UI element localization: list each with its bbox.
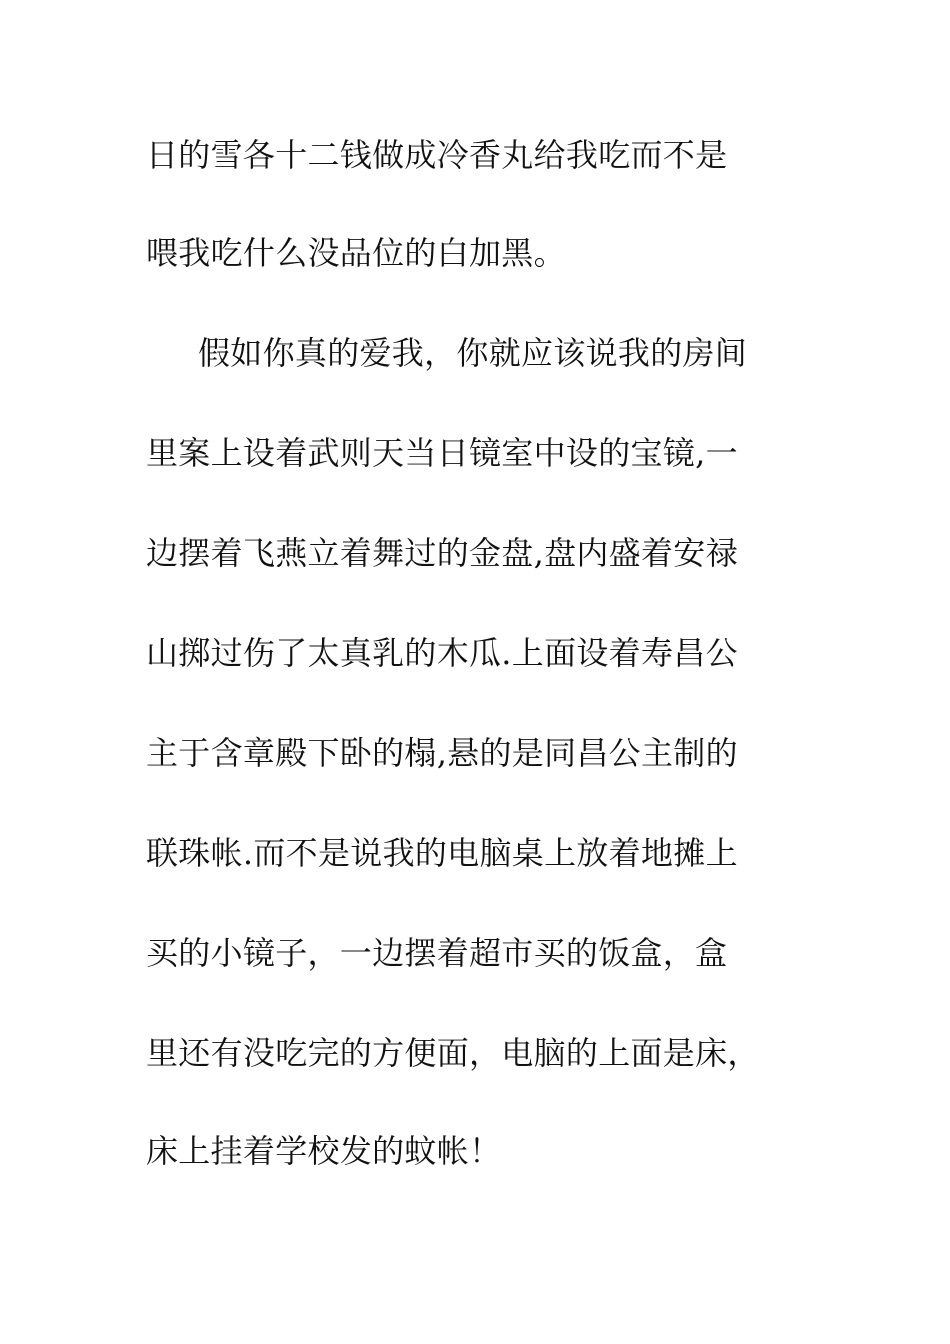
text-line: 联珠帐.而不是说我的电脑桌上放着地摊上 — [146, 834, 738, 872]
text-line: 日的雪各十二钱做成冷香丸给我吃而不是 — [146, 136, 728, 174]
text-line: 山掷过伤了太真乳的木瓜.上面设着寿昌公 — [146, 634, 738, 672]
text-line: 床上挂着学校发的蚊帐！ — [146, 1132, 502, 1170]
text-line: 里案上设着武则天当日镜室中设的宝镜,一 — [146, 434, 738, 472]
paragraph-first-line: 假如你真的爱我，你就应该说我的房间 — [198, 334, 748, 372]
text-line: 主于含章殿下卧的榻,悬的是同昌公主制的 — [146, 734, 738, 772]
text-line: 边摆着飞燕立着舞过的金盘,盘内盛着安禄 — [146, 534, 738, 572]
text-line: 里还有没吃完的方便面，电脑的上面是床， — [146, 1034, 760, 1072]
text-line: 买的小镜子，一边摆着超市买的饭盒，盒 — [146, 934, 728, 972]
text-line: 喂我吃什么没品位的白加黑。 — [146, 234, 566, 272]
